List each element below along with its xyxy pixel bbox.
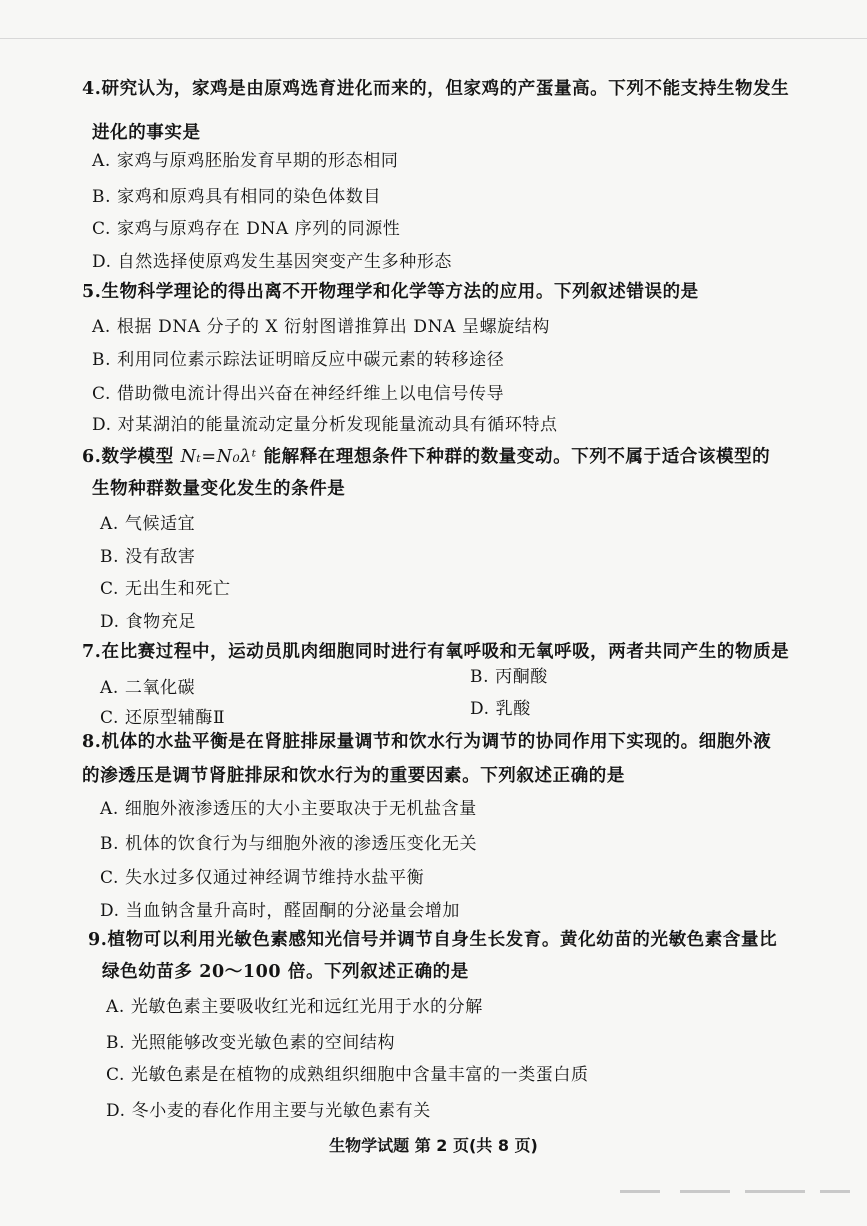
- q7-option-d: D. 乳酸: [470, 699, 531, 719]
- q6-stem-suffix: 能解释在理想条件下种群的数量变动。下列不属于适合该模型的: [256, 447, 771, 467]
- q9-option-d: D. 冬小麦的春化作用主要与光敏色素有关: [106, 1101, 431, 1121]
- q4-stem-line1: 4.研究认为，家鸡是由原鸡选育进化而来的，但家鸡的产蛋量高。下列不能支持生物发生: [82, 79, 790, 99]
- q9-stem-line1: 9.植物可以利用光敏色素感知光信号并调节自身生长发育。黄化幼苗的光敏色素含量比: [88, 930, 778, 950]
- scan-noise: [620, 1190, 660, 1193]
- q4-option-b: B. 家鸡和原鸡具有相同的染色体数目: [92, 187, 382, 207]
- page-footer: 生物学试题 第 2 页(共 8 页): [329, 1136, 538, 1155]
- q5-stem: 5.生物科学理论的得出离不开物理学和化学等方法的应用。下列叙述错误的是: [82, 282, 699, 302]
- scan-noise: [820, 1190, 850, 1193]
- q4-option-d: D. 自然选择使原鸡发生基因突变产生多种形态: [92, 252, 453, 272]
- q6-option-c: C. 无出生和死亡: [100, 579, 231, 599]
- q8-option-d: D. 当血钠含量升高时，醛固酮的分泌量会增加: [100, 901, 461, 921]
- scan-noise: [745, 1190, 805, 1193]
- q5-option-b: B. 利用同位素示踪法证明暗反应中碳元素的转移途径: [92, 350, 505, 370]
- q6-option-d: D. 食物充足: [100, 612, 197, 632]
- q6-stem-line1: [82, 446, 770, 468]
- q8-option-b: B. 机体的饮食行为与细胞外液的渗透压变化无关: [100, 834, 478, 854]
- top-rule: [0, 38, 867, 39]
- q9-stem-line2: 绿色幼苗多 20～100 倍。下列叙述正确的是: [102, 962, 469, 982]
- q5-option-d: D. 对某湖泊的能量流动定量分析发现能量流动具有循环特点: [92, 415, 558, 435]
- q9-option-b: B. 光照能够改变光敏色素的空间结构: [106, 1033, 396, 1053]
- q4-option-c: C. 家鸡与原鸡存在 DNA 序列的同源性: [92, 219, 401, 239]
- q7-stem: 7.在比赛过程中，运动员肌肉细胞同时进行有氧呼吸和无氧呼吸，两者共同产生的物质是: [82, 642, 790, 662]
- q6-formula: Nₜ=N₀λᵗ: [180, 447, 257, 467]
- q8-option-a: A. 细胞外液渗透压的大小主要取决于无机盐含量: [100, 799, 477, 819]
- q8-stem-line1: 8.机体的水盐平衡是在肾脏排尿量调节和饮水行为调节的协同作用下实现的。细胞外液: [82, 732, 772, 752]
- q7-option-a: A. 二氧化碳: [100, 678, 196, 698]
- q6-option-a: A. 气候适宜: [100, 514, 196, 534]
- q9-option-a: A. 光敏色素主要吸收红光和远红光用于水的分解: [106, 997, 483, 1017]
- q6-stem-line2: 生物种群数量变化发生的条件是: [92, 479, 346, 499]
- q9-option-c: C. 光敏色素是在植物的成熟组织细胞中含量丰富的一类蛋白质: [106, 1065, 589, 1085]
- q4-stem-line2: 进化的事实是: [92, 123, 201, 143]
- q6-option-b: B. 没有敌害: [100, 547, 196, 567]
- q7-option-b: B. 丙酮酸: [470, 667, 548, 687]
- q6-stem-prefix: 6.数学模型: [82, 447, 181, 467]
- q8-stem-line2: 的渗透压是调节肾脏排尿和饮水行为的重要因素。下列叙述正确的是: [82, 766, 625, 786]
- q8-option-c: C. 失水过多仅通过神经调节维持水盐平衡: [100, 868, 425, 888]
- q4-option-a: A. 家鸡与原鸡胚胎发育早期的形态相同: [92, 151, 399, 171]
- scan-noise: [680, 1190, 730, 1193]
- q5-option-a: A. 根据 DNA 分子的 X 衍射图谱推算出 DNA 呈螺旋结构: [92, 317, 550, 337]
- q7-option-c: C. 还原型辅酶Ⅱ: [100, 708, 226, 728]
- q5-option-c: C. 借助微电流计得出兴奋在神经纤维上以电信号传导: [92, 384, 505, 404]
